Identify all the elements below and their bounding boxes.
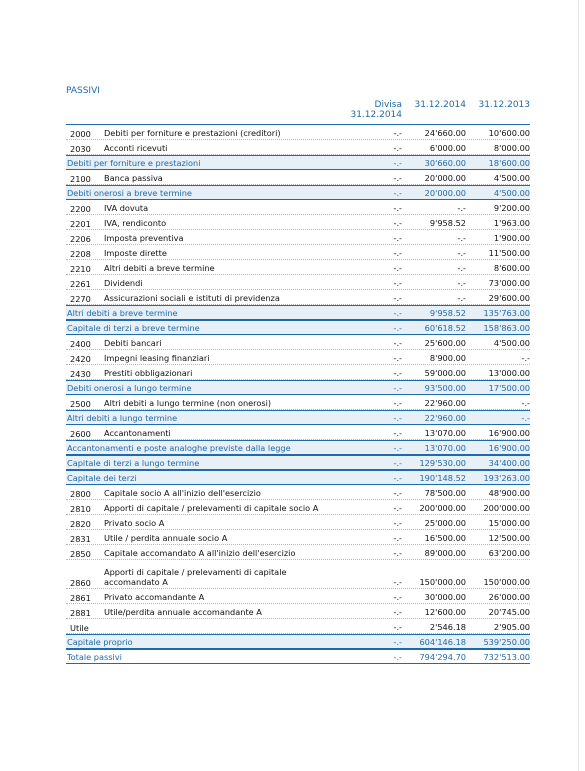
account-code: 2400 xyxy=(70,339,91,349)
value-2014: -.- xyxy=(457,278,466,288)
value-2014: 30'000.00 xyxy=(424,592,466,602)
table-row xyxy=(66,200,530,215)
account-label: Apporti di capitale / prelevamenti di capitale accomandato A xyxy=(104,567,287,587)
currency-value: -.- xyxy=(393,503,402,513)
subtotal-row xyxy=(66,380,530,395)
account-code: 2270 xyxy=(70,294,91,304)
currency-column-header: Divisa 31.12.2014 xyxy=(350,100,402,120)
account-label: Prestiti obbligazionari xyxy=(104,368,193,378)
value-2014: 16'500.00 xyxy=(424,533,466,543)
account-label: IVA, rendiconto xyxy=(104,218,167,228)
subtotal-label: Capitale di terzi a lungo termine xyxy=(67,457,200,468)
table-row xyxy=(66,350,530,365)
account-code: 2850 xyxy=(70,549,91,559)
currency-value: -.- xyxy=(393,428,402,438)
subtotal-row xyxy=(66,410,530,425)
account-label: Capitale socio A all'inizio dell'esercizio xyxy=(104,488,261,498)
value-2013: 18'600.00 xyxy=(488,157,530,168)
value-2014: 12'600.00 xyxy=(424,607,466,617)
value-2013: 4'500.00 xyxy=(493,338,530,348)
account-label: Dividendi xyxy=(104,278,143,288)
value-2014: 794'294.70 xyxy=(419,651,466,662)
subtotal-label: Altri debiti a lungo termine xyxy=(67,412,178,423)
value-2013: 9'200.00 xyxy=(493,203,530,213)
value-2013: 15'000.00 xyxy=(488,518,530,528)
subtotal-label: Accantonamenti e poste analoghe previste dalla legge xyxy=(67,442,291,453)
subtotal-label: Altri debiti a breve termine xyxy=(67,307,178,318)
account-label: Capitale accomandato A all'inizio dell'esercizio xyxy=(104,548,296,558)
currency-value: -.- xyxy=(393,263,402,273)
value-2014: 604'146.18 xyxy=(419,636,466,647)
value-2014: 13'070.00 xyxy=(424,428,466,438)
table-row xyxy=(66,545,530,560)
value-2013: 12'500.00 xyxy=(488,533,530,543)
account-label: Utile/perdita annuale accomandante A xyxy=(104,607,262,617)
account-label: Privato accomandante A xyxy=(104,592,205,602)
currency-value: -.- xyxy=(393,636,402,647)
account-label: Privato socio A xyxy=(104,518,165,528)
currency-value: -.- xyxy=(393,248,402,258)
table-row xyxy=(66,395,530,410)
account-label: Impegni leasing finanziari xyxy=(104,353,210,363)
table-row xyxy=(66,290,530,305)
value-2013: 135'763.00 xyxy=(483,307,530,318)
account-label xyxy=(104,632,332,633)
value-2013: 16'900.00 xyxy=(488,442,530,453)
liabilities-report xyxy=(66,86,530,664)
account-code: Utile xyxy=(70,623,89,633)
account-code: 2861 xyxy=(70,593,91,603)
value-2014: 93'500.00 xyxy=(424,382,466,393)
table-row xyxy=(66,170,530,185)
account-label: Imposte dirette xyxy=(104,248,167,258)
table-row xyxy=(66,140,530,155)
value-2014: 150'000.00 xyxy=(419,577,466,587)
value-2013: 17'500.00 xyxy=(488,382,530,393)
currency-value: -.- xyxy=(393,322,402,333)
value-2013: 10'600.00 xyxy=(488,128,530,138)
value-2013: 11'500.00 xyxy=(488,248,530,258)
currency-value: -.- xyxy=(393,338,402,348)
currency-value: -.- xyxy=(393,412,402,423)
value-2013: 200'000.00 xyxy=(483,503,530,513)
page-edge xyxy=(578,0,579,771)
subtotal-row xyxy=(66,320,530,335)
subtotal-row xyxy=(66,634,530,649)
table-row xyxy=(66,230,530,245)
value-2013: 539'250.00 xyxy=(483,636,530,647)
currency-value: -.- xyxy=(393,233,402,243)
value-2014: 8'900.00 xyxy=(429,353,466,363)
account-code: 2820 xyxy=(70,519,91,529)
currency-value: -.- xyxy=(393,398,402,408)
currency-value: -.- xyxy=(393,293,402,303)
value-2014: 13'070.00 xyxy=(424,442,466,453)
value-2013: 158'863.00 xyxy=(483,322,530,333)
subtotal-row xyxy=(66,185,530,200)
account-label: Accantonamenti xyxy=(104,428,171,438)
value-2014: 30'660.00 xyxy=(424,157,466,168)
value-2013: 13'000.00 xyxy=(488,368,530,378)
value-2013: 1'900.00 xyxy=(493,233,530,243)
value-2014: 129'530.00 xyxy=(419,457,466,468)
subtotal-label: Debiti per forniture e prestazioni xyxy=(67,157,201,168)
year-2014-header: 31.12.2014 xyxy=(414,100,466,110)
currency-value: -.- xyxy=(393,577,402,587)
currency-value: -.- xyxy=(393,173,402,183)
subtotal-label: Capitale proprio xyxy=(67,636,133,647)
account-code: 2430 xyxy=(70,369,91,379)
value-2014: -.- xyxy=(457,263,466,273)
value-2014: 20'000.00 xyxy=(424,187,466,198)
value-2013: 26'000.00 xyxy=(488,592,530,602)
account-code: 2030 xyxy=(70,144,91,154)
value-2014: -.- xyxy=(457,293,466,303)
account-code: 2600 xyxy=(70,429,91,439)
currency-value: -.- xyxy=(393,533,402,543)
value-2013: -.- xyxy=(521,353,530,363)
account-code: 2000 xyxy=(70,129,91,139)
currency-value: -.- xyxy=(393,143,402,153)
currency-value: -.- xyxy=(393,607,402,617)
table-row xyxy=(66,425,530,440)
table-row xyxy=(66,485,530,500)
table-row xyxy=(66,245,530,260)
currency-value: -.- xyxy=(393,278,402,288)
subtotal-label: Debiti onerosi a breve termine xyxy=(67,187,192,198)
value-2013: 1'963.00 xyxy=(493,218,530,228)
account-code: 2500 xyxy=(70,399,91,409)
value-2014: 60'618.52 xyxy=(424,322,466,333)
table-row xyxy=(66,589,530,604)
value-2013: 20'745.00 xyxy=(488,607,530,617)
account-label: Utile / perdita annuale socio A xyxy=(104,533,228,543)
table-row xyxy=(66,260,530,275)
table-row xyxy=(66,125,530,140)
value-2014: -.- xyxy=(457,233,466,243)
section-title: PASSIVI xyxy=(66,86,100,96)
subtotal-label: Totale passivi xyxy=(67,651,122,662)
value-2013: 732'513.00 xyxy=(483,651,530,662)
value-2014: 6'000.00 xyxy=(429,143,466,153)
currency-value: -.- xyxy=(393,488,402,498)
value-2014: 200'000.00 xyxy=(419,503,466,513)
total-row xyxy=(66,649,530,664)
subtotal-row xyxy=(66,440,530,455)
account-label: Apporti di capitale / prelevamenti di capitale socio A xyxy=(104,503,319,513)
value-2014: 25'600.00 xyxy=(424,338,466,348)
table-row xyxy=(66,215,530,230)
account-label: Assicurazioni sociali e istituti di previdenza xyxy=(104,293,280,303)
currency-value: -.- xyxy=(393,368,402,378)
value-2013: 73'000.00 xyxy=(488,278,530,288)
value-2013: 2'905.00 xyxy=(493,622,530,632)
value-2014: 9'958.52 xyxy=(429,307,466,318)
currency-value: -.- xyxy=(393,157,402,168)
currency-value: -.- xyxy=(393,203,402,213)
table-row xyxy=(66,515,530,530)
value-2014: 20'000.00 xyxy=(424,173,466,183)
value-2014: 78'500.00 xyxy=(424,488,466,498)
value-2013: 4'500.00 xyxy=(493,187,530,198)
year-2013-header: 31.12.2013 xyxy=(478,100,530,110)
account-code: 2881 xyxy=(70,608,91,618)
currency-value: -.- xyxy=(393,187,402,198)
account-code: 2831 xyxy=(70,534,91,544)
table-row xyxy=(66,530,530,545)
currency-value: -.- xyxy=(393,592,402,602)
subtotal-row xyxy=(66,455,530,470)
table-row xyxy=(66,365,530,380)
value-2013: 63'200.00 xyxy=(488,548,530,558)
value-2014: 24'660.00 xyxy=(424,128,466,138)
account-label: Altri debiti a breve termine xyxy=(104,263,215,273)
account-code: 2201 xyxy=(70,219,91,229)
value-2013: 8'600.00 xyxy=(493,263,530,273)
currency-value: -.- xyxy=(393,622,402,632)
account-label: Altri debiti a lungo termine (non onerosi) xyxy=(104,398,272,408)
value-2013: -.- xyxy=(521,398,530,408)
value-2013: 193'263.00 xyxy=(483,472,530,483)
value-2013: -.- xyxy=(521,412,530,423)
currency-value: -.- xyxy=(393,128,402,138)
account-label: Imposta preventiva xyxy=(104,233,184,243)
value-2014: 59'000.00 xyxy=(424,368,466,378)
account-code: 2100 xyxy=(70,174,91,184)
currency-value: -.- xyxy=(393,548,402,558)
table-row xyxy=(66,619,530,634)
value-2013: 16'900.00 xyxy=(488,428,530,438)
currency-value: -.- xyxy=(393,472,402,483)
value-2014: 9'958.52 xyxy=(429,218,466,228)
value-2014: 190'148.52 xyxy=(419,472,466,483)
table-row xyxy=(66,275,530,290)
value-2014: 22'960.00 xyxy=(424,412,466,423)
table-row xyxy=(66,560,530,589)
currency-value: -.- xyxy=(393,218,402,228)
subtotal-row xyxy=(66,305,530,320)
value-2013: 4'500.00 xyxy=(493,173,530,183)
value-2013: 29'600.00 xyxy=(488,293,530,303)
currency-value: -.- xyxy=(393,307,402,318)
value-2014: -.- xyxy=(457,203,466,213)
subtotal-row xyxy=(66,155,530,170)
table-body xyxy=(66,125,530,664)
account-label: Debiti bancari xyxy=(104,338,162,348)
account-code: 2800 xyxy=(70,489,91,499)
account-code: 2200 xyxy=(70,204,91,214)
table-row xyxy=(66,500,530,515)
currency-value: -.- xyxy=(393,518,402,528)
value-2013: 34'400.00 xyxy=(488,457,530,468)
subtotal-row xyxy=(66,470,530,485)
value-2014: 22'960.00 xyxy=(424,398,466,408)
value-2013: 48'900.00 xyxy=(488,488,530,498)
account-label: Banca passiva xyxy=(104,173,163,183)
account-code: 2208 xyxy=(70,249,91,259)
currency-value: -.- xyxy=(393,442,402,453)
account-code: 2860 xyxy=(70,578,91,588)
value-2014: -.- xyxy=(457,248,466,258)
account-code: 2810 xyxy=(70,504,91,514)
currency-value: -.- xyxy=(393,353,402,363)
currency-value: -.- xyxy=(393,651,402,662)
account-label: IVA dovuta xyxy=(104,203,149,213)
currency-value: -.- xyxy=(393,382,402,393)
account-code: 2206 xyxy=(70,234,91,244)
value-2013: 150'000.00 xyxy=(483,577,530,587)
account-code: 2261 xyxy=(70,279,91,289)
value-2014: 2'546.18 xyxy=(429,622,466,632)
table-row xyxy=(66,604,530,619)
subtotal-label: Capitale dei terzi xyxy=(67,472,137,483)
value-2014: 89'000.00 xyxy=(424,548,466,558)
account-code: 2420 xyxy=(70,354,91,364)
account-label: Debiti per forniture e prestazioni (creditori) xyxy=(104,128,281,138)
account-label: Acconti ricevuti xyxy=(104,143,168,153)
value-2013: 8'000.00 xyxy=(493,143,530,153)
table-row xyxy=(66,335,530,350)
currency-value: -.- xyxy=(393,457,402,468)
subtotal-label: Capitale di terzi a breve termine xyxy=(67,322,200,333)
column-header xyxy=(66,100,530,124)
value-2014: 25'000.00 xyxy=(424,518,466,528)
subtotal-label: Debiti onerosi a lungo termine xyxy=(67,382,192,393)
account-code: 2210 xyxy=(70,264,91,274)
